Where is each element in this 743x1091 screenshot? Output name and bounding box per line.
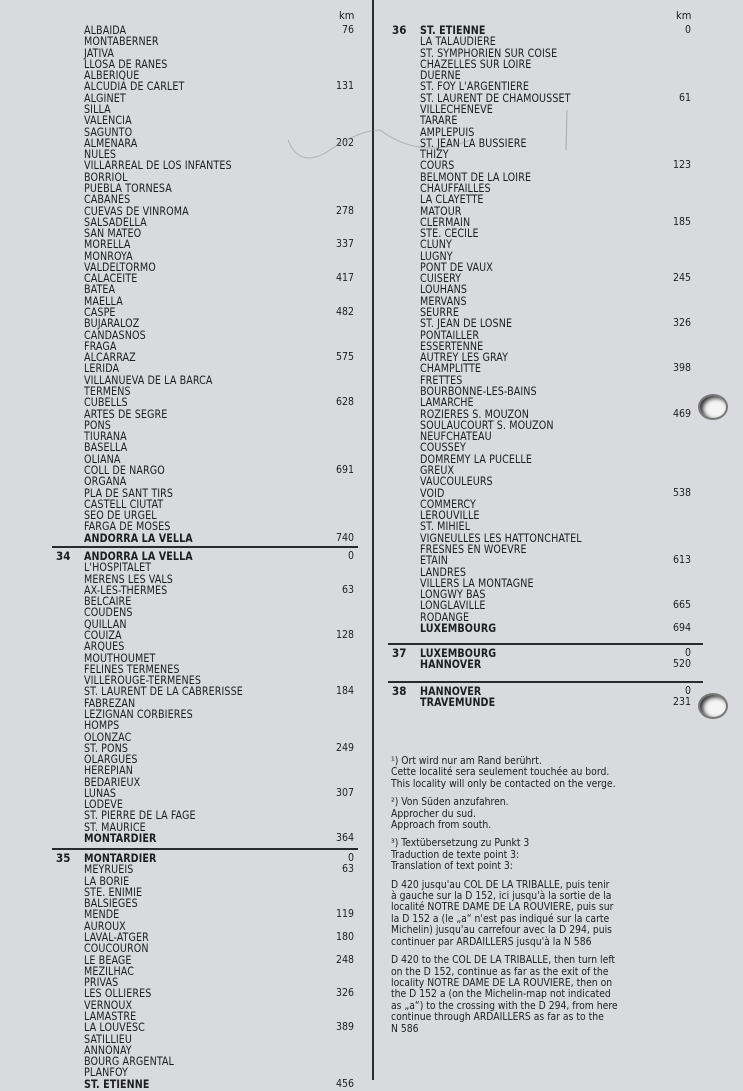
place-name: HANNOVER (420, 685, 482, 698)
place-name: OLONZAC (84, 730, 132, 744)
place-name: ANDORRA LA VELLA (84, 531, 193, 545)
place-name: LAMARCHE (420, 396, 474, 410)
punch-hole (700, 695, 726, 717)
place-name: MORELLA (84, 238, 131, 252)
place-name: CALACEITE (84, 272, 138, 286)
route-row (84, 138, 354, 149)
place-name: LERIDA (84, 362, 120, 376)
distance-km: 417 (335, 272, 354, 285)
note-line: Cette localité sera seulement touchée au bord. (391, 766, 610, 779)
distance-km: 202 (335, 136, 354, 149)
place-name: PRIVAS (84, 976, 119, 990)
route-number: 38 (392, 684, 407, 698)
place-name: COMMERCY (420, 497, 476, 511)
place-name: ALCARRAZ (84, 351, 136, 365)
distance-km: 128 (335, 628, 354, 641)
place-name: JATIVA (84, 46, 114, 60)
distance-km: 61 (678, 91, 691, 104)
place-name: LAMASTRE (84, 1009, 137, 1023)
place-name: BELMONT DE LA LOIRE (420, 170, 532, 184)
route-row (84, 619, 354, 630)
place-name: ST. LAURENT DE CHAMOUSSET (420, 91, 571, 105)
place-name: TERMENS (84, 385, 131, 398)
place-name: CLUNY (420, 238, 452, 252)
section-rule (52, 848, 358, 850)
place-name: VILLANUEVA DE LA BARCA (84, 373, 213, 387)
place-name: ST. MAURICE (84, 820, 146, 834)
route-row (420, 476, 691, 487)
place-name: CHAZELLES SUR LOIRE (420, 57, 532, 71)
place-name: ST. PONS (84, 741, 128, 755)
place-name: FABREZAN (84, 696, 136, 710)
route-number: 37 (392, 646, 407, 660)
place-name: ST. ETIENNE (420, 24, 486, 37)
place-name: BELCAIRE (84, 595, 132, 609)
place-name: FRESNES EN WOEVRE (420, 542, 527, 556)
place-name: ALBERIQUE (84, 69, 140, 83)
place-name: PLANFOY (84, 1066, 128, 1080)
place-name: ST. PIERRE DE LA FAGE (84, 809, 196, 823)
note-line: continue through ARDAILLERS as far as to the (391, 1011, 604, 1024)
place-name: MEYRUEIS (84, 863, 134, 877)
route-number: 34 (56, 549, 71, 563)
distance-km: 184 (335, 685, 354, 698)
place-name: LUGNY (420, 249, 453, 263)
place-name: VERNOUX (84, 998, 133, 1012)
note-line: continuer par ARDAILLERS jusqu'à la N 586 (391, 935, 592, 948)
distance-km: 691 (335, 463, 354, 476)
route-row (84, 966, 354, 977)
route-number: 35 (56, 851, 71, 865)
note-line: à gauche sur la D 152, ici jusqu'à la sortie de la (391, 890, 612, 903)
place-name: COUDENS (84, 606, 133, 620)
route-row (84, 898, 354, 909)
place-name: MERVANS (420, 294, 467, 308)
place-name: STE. ENIMIE (84, 885, 143, 899)
place-name: MONTARDIER (84, 852, 157, 865)
note-line: D 420 to the COL DE LA TRIBALLE, then turn left (391, 954, 616, 967)
distance-km: 307 (335, 786, 354, 799)
place-name: LEZIGNAN CORBIERES (84, 707, 193, 721)
place-name: COUCOURON (84, 942, 149, 956)
place-name: CABANES (84, 193, 131, 207)
distance-km: 131 (335, 80, 354, 93)
distance-km: 364 (335, 832, 354, 845)
distance-km: 0 (347, 852, 354, 864)
place-name: PONT DE VAUX (420, 260, 493, 274)
place-name: BEDARIEUX (84, 775, 141, 789)
place-name: VILLERS LA MONTAGNE (420, 576, 534, 590)
route-row (420, 138, 691, 149)
place-name: ALCUDIA DE CARLET (84, 80, 185, 94)
place-name: MONTARDIER (84, 832, 157, 846)
place-name: VOID (420, 486, 445, 500)
place-name: FELINES TERMENES (84, 662, 180, 676)
place-name: ALMENARA (84, 136, 138, 150)
place-name: CLERMAIN (420, 215, 471, 229)
route-section (392, 23, 691, 635)
place-name: MEZILHAC (84, 964, 134, 978)
place-name: SOULAUCOURT S. MOUZON (420, 418, 554, 432)
place-name: VALDELTORMO (84, 260, 156, 274)
distance-km: 520 (672, 658, 691, 671)
place-name: LLOSA DE RANES (84, 57, 168, 71)
distance-km: 180 (335, 930, 354, 943)
distance-km: 456 (335, 1077, 354, 1090)
place-name: LES OLLIERES (84, 987, 152, 1001)
place-name: MENDE (84, 908, 120, 922)
distance-km: 326 (672, 317, 691, 330)
route-row (84, 273, 354, 284)
distance-km: 248 (335, 953, 354, 966)
place-name: ARQUES (84, 640, 125, 654)
route-row (420, 296, 691, 307)
place-name: BATEA (84, 283, 116, 297)
place-name: MONROYA (84, 249, 133, 263)
place-name: LANDRES (420, 565, 467, 579)
footnotes (391, 756, 691, 1042)
note-line: Michelin) jusqu'au carrefour avec la D 294, puis (391, 924, 612, 937)
distance-km: 326 (335, 987, 354, 1000)
place-name: L'HOSPITALET (84, 561, 152, 575)
distance-km: 0 (684, 24, 691, 36)
place-name: BASELLA (84, 441, 128, 455)
place-name: DOMREMY LA PUCELLE (420, 452, 532, 466)
route-row (84, 788, 354, 799)
note-line: This locality will only be contacted on the verge. (391, 777, 616, 790)
route-row (420, 228, 691, 239)
section-rule (52, 546, 358, 548)
note-line: Approcher du sud. (391, 807, 476, 820)
route-number: 36 (392, 23, 407, 37)
place-name: QUILLAN (84, 617, 127, 631)
place-name: FRAGA (84, 339, 117, 353)
place-name: SAGUNTO (84, 125, 133, 139)
place-name: AUTREY LES GRAY (420, 351, 509, 365)
punch-hole (700, 396, 726, 418)
place-name: STE. CECILE (420, 227, 479, 241)
place-name: BOURG ARGENTAL (84, 1055, 174, 1069)
place-name: ETAIN (420, 554, 449, 568)
english-directions (391, 955, 691, 1035)
route-row (420, 623, 691, 634)
place-name: CANDASNOS (84, 328, 146, 342)
place-name: LA LOUVESC (84, 1021, 145, 1035)
place-name: ST. JEAN LA BUSSIERE (420, 136, 527, 150)
place-name: ST. ETIENNE (84, 1077, 150, 1091)
route-row (84, 709, 354, 720)
place-name: ST. MIHIEL (420, 520, 471, 534)
note-line: as „a“) to the crossing with the D 294, from here (391, 999, 618, 1012)
place-name: PONS (84, 418, 111, 432)
route-row (420, 454, 691, 465)
distance-km: 482 (335, 306, 354, 319)
place-name: BOURBONNE-LES-BAINS (420, 385, 537, 398)
place-name: AUROUX (84, 919, 126, 933)
place-name: LONGLAVILLE (420, 599, 486, 613)
route-row (420, 239, 691, 250)
note-line: Translation of text point 3: (391, 860, 513, 873)
place-name: CUISERY (420, 272, 462, 286)
place-name: NULES (84, 148, 117, 162)
distance-km: 613 (672, 554, 691, 567)
place-name: LUNAS (84, 786, 117, 800)
place-name: MONTABERNER (84, 35, 159, 49)
route-row (84, 533, 354, 544)
place-name: LONGWY BAS (420, 588, 486, 602)
route-row (84, 36, 354, 47)
route-row (84, 777, 354, 788)
distance-km: 63 (341, 863, 354, 876)
route-section (392, 646, 691, 672)
place-name: TIURANA (84, 430, 127, 444)
place-name: LAVAL-ATGER (84, 930, 149, 944)
place-name: LA TALAUDIERE (420, 35, 496, 49)
route-row (84, 330, 354, 341)
place-name: ST. JEAN DE LOSNE (420, 317, 513, 331)
note-line: la D 152 a (le „a“ n'est pas indiqué sur la carte (391, 912, 610, 925)
route-row (84, 352, 354, 363)
place-name: AX-LES-THERMES (84, 583, 168, 597)
place-name: SATILLIEU (84, 1032, 133, 1046)
place-name: VILLECHENEVE (420, 102, 493, 116)
distance-km: 337 (335, 238, 354, 251)
place-name: ROZIERES S. MOUZON (420, 407, 530, 421)
distance-km: 628 (335, 396, 354, 409)
route-section (56, 851, 354, 1091)
place-name: SILLA (84, 102, 111, 116)
place-name: LOUHANS (420, 283, 468, 297)
left-km-header: km (339, 9, 355, 22)
place-name: MERENS LES VALS (84, 572, 173, 586)
place-name: PONTAILLER (420, 328, 480, 342)
note-line: Traduction de texte point 3: (391, 848, 520, 861)
place-name: RODANGE (420, 610, 470, 624)
right-km-header: km (676, 9, 692, 22)
place-name: ST. LAURENT DE LA CABRERISSE (84, 685, 243, 699)
route-section (56, 549, 354, 846)
distance-km: 0 (684, 647, 691, 659)
place-name: HANNOVER (420, 658, 482, 672)
distance-km: 740 (335, 531, 354, 544)
distance-km: 123 (672, 159, 691, 172)
route-row (420, 697, 691, 708)
distance-km: 231 (672, 696, 691, 709)
footnote-2 (391, 797, 691, 831)
place-name: SALSADELLA (84, 215, 147, 229)
place-name: AMPLEPUIS (420, 125, 475, 139)
place-name: LA BORIE (84, 874, 130, 888)
route-row (420, 104, 691, 115)
note-line: on the D 152, continue as far as the exit of the (391, 965, 609, 978)
route-row (84, 1079, 354, 1090)
place-name: VILLARREAL DE LOS INFANTES (84, 159, 232, 173)
place-name: PUEBLA TORNESA (84, 181, 172, 195)
note-line: N 586 (391, 1022, 419, 1035)
note-line: D 420 jusqu'au COL DE LA TRIBALLE, puis tenir (391, 878, 610, 891)
place-name: BUJARALOZ (84, 317, 140, 331)
place-name: COUIZA (84, 628, 122, 642)
place-name: ALGINET (84, 91, 126, 105)
note-line: Approach from south. (391, 819, 492, 832)
place-name: CASTELL CIUTAT (84, 497, 164, 511)
place-name: ESSERTENNE (420, 339, 484, 353)
section-rule (388, 643, 703, 645)
place-name: PLA DE SANT TIRS (84, 486, 174, 500)
place-name: CHAMPLITTE (420, 362, 482, 376)
place-name: ARTES DE SEGRE (84, 407, 168, 421)
note-line: the D 152 a (on the Michelin-map not indicated (391, 988, 611, 1001)
place-name: TRAVEMUNDE (420, 696, 496, 710)
place-name: VILLEROUGE-TERMENES (84, 674, 202, 688)
distance-km: 389 (335, 1021, 354, 1034)
place-name: HEREPIAN (84, 764, 133, 778)
place-name: LUXEMBOURG (420, 621, 497, 635)
place-name: MOUTHOUMET (84, 651, 156, 665)
distance-km: 185 (672, 215, 691, 228)
place-name: FARGA DE MOSES (84, 520, 171, 534)
note-line: ¹) Ort wird nur am Rand berührt. (391, 755, 542, 767)
place-name: TARARE (420, 114, 458, 128)
place-name: CHAUFFAILLES (420, 181, 491, 195)
place-name: COUSSEY (420, 441, 466, 455)
place-name: DUERNE (420, 69, 461, 83)
place-name: COURS (420, 159, 455, 173)
place-name: ST. FOY L'ARGENTIERE (420, 80, 530, 94)
place-name: HOMPS (84, 719, 120, 733)
distance-km: 694 (672, 621, 691, 634)
place-name: ANDORRA LA VELLA (84, 550, 193, 563)
route-row (84, 93, 354, 104)
distance-km: 0 (347, 550, 354, 562)
place-name: ORGANA (84, 475, 127, 489)
place-name: NEUFCHATEAU (420, 430, 492, 444)
place-name: COLL DE NARGO (84, 463, 165, 477)
place-name: LUXEMBOURG (420, 647, 497, 660)
place-name: GREUX (420, 463, 455, 477)
place-name: LEROUVILLE (420, 509, 480, 523)
route-section (392, 684, 691, 710)
route-row (420, 149, 691, 160)
place-name: THIZY (420, 148, 449, 162)
place-name: OLIANA (84, 452, 121, 466)
distance-km: 398 (672, 362, 691, 375)
distance-km: 665 (672, 599, 691, 612)
place-name: ALBAIDA (84, 24, 127, 37)
place-name: VALENCIA (84, 114, 132, 128)
place-name: LA CLAYETTE (420, 193, 484, 207)
note-line: ³) Textübersetzung zu Punkt 3 (391, 837, 530, 850)
section-rule (388, 681, 703, 683)
distance-km: 278 (335, 204, 354, 217)
place-name: BORRIOL (84, 170, 128, 184)
place-name: SAN MATEO (84, 227, 142, 241)
place-name: LE BEAGE (84, 953, 132, 967)
french-directions (391, 880, 691, 948)
distance-km: 119 (335, 908, 354, 921)
place-name: LODEVE (84, 798, 124, 812)
place-name: CUBELLS (84, 396, 128, 410)
route-row (84, 296, 354, 307)
distance-km: 538 (672, 486, 691, 499)
place-name: VIGNEULLES LES HATTONCHATEL (420, 531, 582, 545)
route-row (84, 630, 354, 641)
route-row (84, 409, 354, 420)
place-name: CASPE (84, 306, 116, 320)
distance-km: 249 (335, 741, 354, 754)
distance-km: 575 (335, 351, 354, 364)
place-name: BALSIEGES (84, 897, 138, 911)
place-name: ANNONAY (84, 1043, 132, 1057)
route-section (84, 25, 354, 544)
place-name: FRETTES (420, 373, 463, 387)
distance-km: 63 (341, 583, 354, 596)
distance-km: 469 (672, 407, 691, 420)
note-line: ²) Von Süden anzufahren. (391, 796, 509, 809)
column-divider (372, 0, 374, 1080)
route-row (420, 544, 691, 555)
place-name: VAUCOULEURS (420, 475, 493, 489)
distance-km: 76 (341, 24, 354, 36)
place-name: MATOUR (420, 204, 462, 218)
distance-km: 245 (672, 272, 691, 285)
place-name: ST. SYMPHORIEN SUR COISE (420, 46, 558, 60)
note-line: locality NOTRE DAME DE LA ROUVIERE, then on (391, 976, 613, 989)
place-name: SEURRE (420, 306, 460, 320)
place-name: SEO DE URGEL (84, 509, 157, 523)
place-name: CUEVAS DE VINROMA (84, 204, 189, 218)
place-name: OLARGUES (84, 753, 138, 767)
distance-km: 0 (684, 685, 691, 697)
place-name: MAELLA (84, 294, 123, 308)
route-row (84, 442, 354, 453)
route-row (84, 284, 354, 295)
note-line: localité NOTRE DAME DE LA ROUVIERE, puis sur (391, 901, 614, 914)
route-row (84, 833, 354, 844)
footnote-1 (391, 756, 691, 790)
route-row (420, 659, 691, 670)
footnote-3 (391, 838, 691, 872)
